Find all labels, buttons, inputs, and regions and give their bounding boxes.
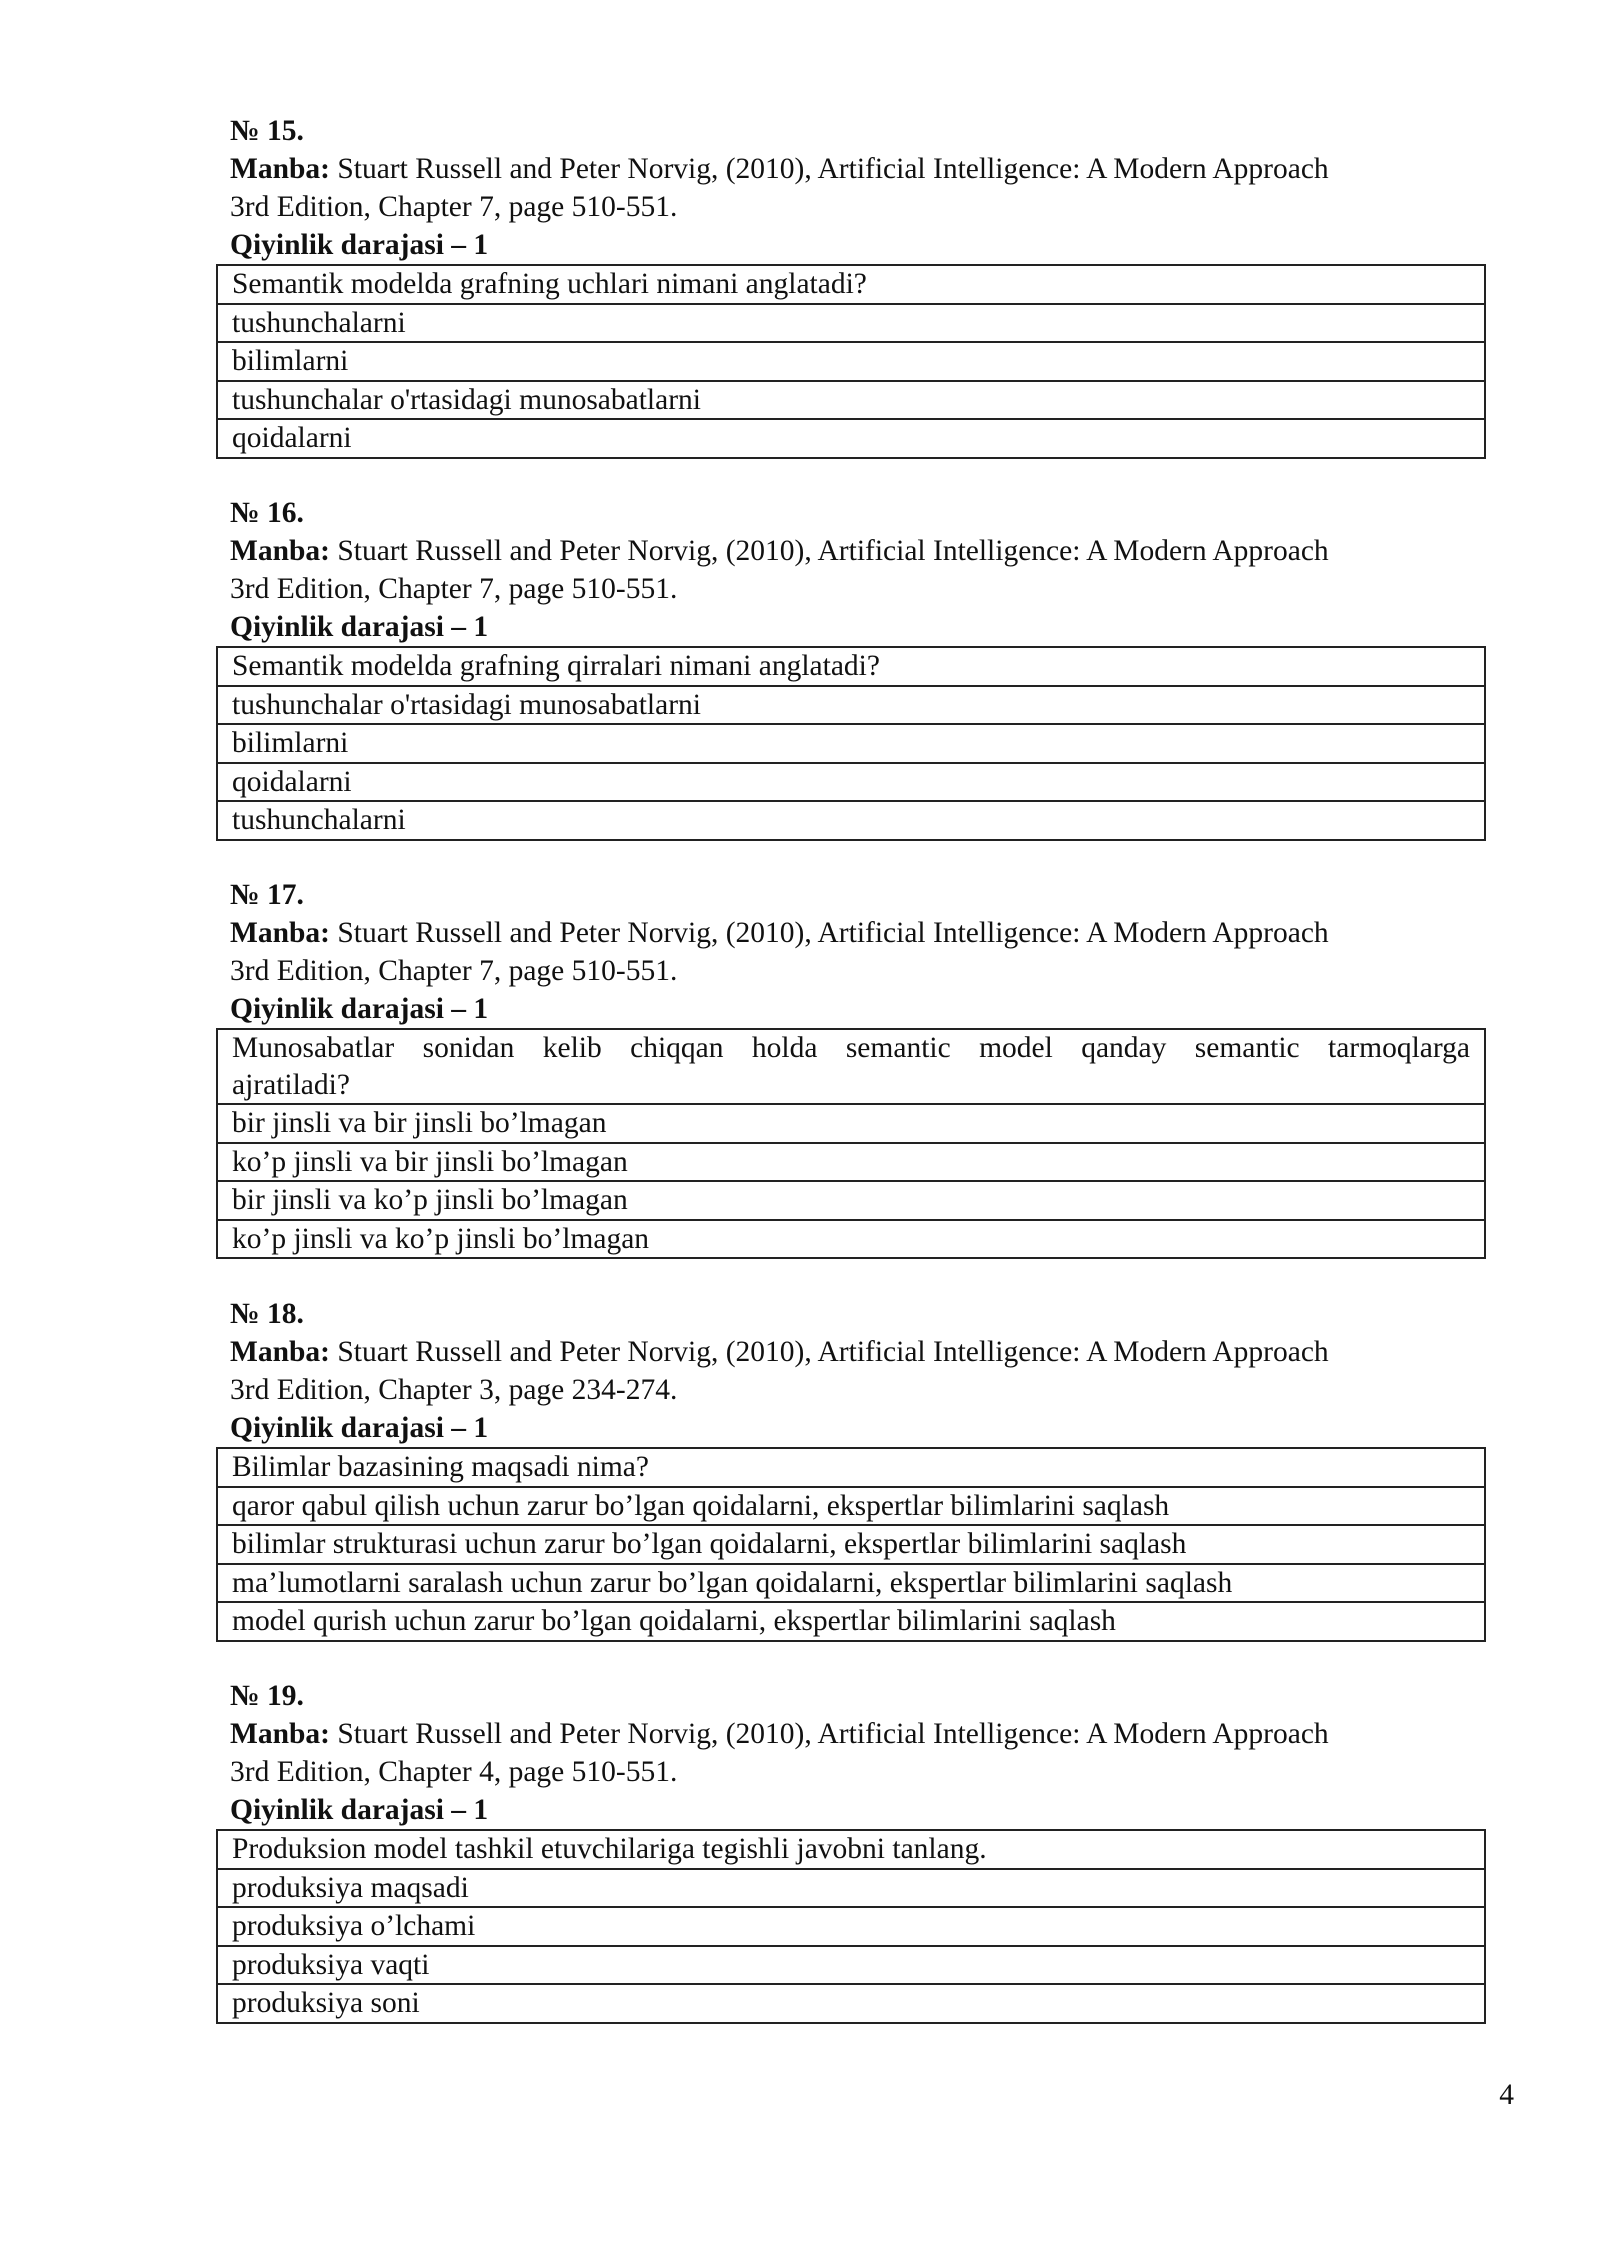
question-number: № 15.: [230, 115, 304, 147]
question-text: Semantik modelda grafning uchlari nimani anglatadi?: [217, 265, 1485, 304]
answer-row: [217, 304, 1485, 343]
answer-row: [217, 342, 1485, 381]
difficulty-level: Qiyinlik darajasi – 1: [230, 1794, 489, 1826]
question-number: № 16.: [230, 497, 304, 529]
question-number: № 18.: [230, 1298, 304, 1330]
source-label: Manba:: [230, 1718, 330, 1750]
source-line-2: 3rd Edition, Chapter 4, page 510-551.: [230, 1756, 678, 1788]
answer-option-2: bilimlarni: [217, 724, 1485, 763]
answer-option-1: produksiya maqsadi: [217, 1869, 1485, 1908]
source-line-1: Stuart Russell and Peter Norvig, (2010), Artificial Intelligence: A Modern Approach: [337, 1718, 1329, 1750]
source-label: Manba:: [230, 1336, 330, 1368]
answer-option-1: bir jinsli va bir jinsli bo’lmagan: [217, 1104, 1485, 1143]
answer-table: [216, 1028, 1486, 1259]
question-block-15: [216, 112, 1486, 459]
answer-option-4: qoidalarni: [217, 419, 1485, 458]
answer-row: [217, 1564, 1485, 1603]
question-source: [216, 1333, 1486, 1371]
answer-row: [217, 1143, 1485, 1182]
question-row: [217, 1830, 1485, 1869]
question-block-19: [216, 1677, 1486, 2024]
answer-row: [217, 686, 1485, 725]
source-label: Manba:: [230, 535, 330, 567]
answer-row: [217, 1104, 1485, 1143]
question-text: Semantik modelda grafning qirralari nimani anglatadi?: [217, 647, 1485, 686]
answer-table: [216, 264, 1486, 459]
question-source: [216, 914, 1486, 952]
answer-row: [217, 1907, 1485, 1946]
answer-option-1: tushunchalarni: [217, 304, 1485, 343]
source-label: Manba:: [230, 917, 330, 949]
answer-row: [217, 1946, 1485, 1985]
answer-row: [217, 381, 1485, 420]
answer-option-3: tushunchalar o'rtasidagi munosabatlarni: [217, 381, 1485, 420]
page-number: 4: [1499, 2079, 1514, 2111]
question-text: Bilimlar bazasining maqsadi nima?: [217, 1448, 1485, 1487]
difficulty-level: Qiyinlik darajasi – 1: [230, 611, 489, 643]
source-line-2: 3rd Edition, Chapter 7, page 510-551.: [230, 573, 678, 605]
source-line-1: Stuart Russell and Peter Norvig, (2010), Artificial Intelligence: A Modern Approach: [337, 917, 1329, 949]
question-block-17: [216, 876, 1486, 1259]
answer-row: [217, 1525, 1485, 1564]
answer-option-2: bilimlar strukturasi uchun zarur bo’lgan qoidalarni, ekspertlar bilimlarini saqlash: [217, 1525, 1485, 1564]
answer-row: [217, 1181, 1485, 1220]
answer-row: [217, 763, 1485, 802]
answer-option-2: bilimlarni: [217, 342, 1485, 381]
difficulty-level: Qiyinlik darajasi – 1: [230, 1412, 489, 1444]
question-text-line-1: Munosabatlar sonidan kelib chiqqan holda semantic model qanday semantic tarmoqlarga: [232, 1032, 1470, 1064]
source-line-1: Stuart Russell and Peter Norvig, (2010), Artificial Intelligence: A Modern Approach: [337, 535, 1329, 567]
answer-row: [217, 1869, 1485, 1908]
source-line-2: 3rd Edition, Chapter 7, page 510-551.: [230, 191, 678, 223]
answer-option-3: produksiya vaqti: [217, 1946, 1485, 1985]
answer-option-3: bir jinsli va ko’p jinsli bo’lmagan: [217, 1181, 1485, 1220]
answer-option-4: ko’p jinsli va ko’p jinsli bo’lmagan: [217, 1220, 1485, 1259]
question-number: № 19.: [230, 1680, 304, 1712]
answer-option-2: ko’p jinsli va bir jinsli bo’lmagan: [217, 1143, 1485, 1182]
question-source: [216, 532, 1486, 570]
question-row: [217, 647, 1485, 686]
answer-table: [216, 1447, 1486, 1642]
question-block-18: [216, 1295, 1486, 1642]
answer-option-2: produksiya o’lchami: [217, 1907, 1485, 1946]
source-line-2: 3rd Edition, Chapter 3, page 234-274.: [230, 1374, 678, 1406]
source-line-2: 3rd Edition, Chapter 7, page 510-551.: [230, 955, 678, 987]
answer-option-3: qoidalarni: [217, 763, 1485, 802]
question-source: [216, 150, 1486, 188]
answer-option-1: qaror qabul qilish uchun zarur bo’lgan qoidalarni, ekspertlar bilimlarini saqlash: [217, 1487, 1485, 1526]
source-line-1: Stuart Russell and Peter Norvig, (2010), Artificial Intelligence: A Modern Approach: [337, 1336, 1329, 1368]
answer-option-1: tushunchalar o'rtasidagi munosabatlarni: [217, 686, 1485, 725]
answer-row: [217, 1220, 1485, 1259]
question-row: [217, 265, 1485, 304]
question-text-line-2: ajratiladi?: [232, 1068, 350, 1101]
question-text: Produksion model tashkil etuvchilariga tegishli javobni tanlang.: [217, 1830, 1485, 1869]
answer-table: [216, 646, 1486, 841]
answer-row: [217, 801, 1485, 840]
answer-option-3: ma’lumotlarni saralash uchun zarur bo’lgan qoidalarni, ekspertlar bilimlarini saqlash: [217, 1564, 1485, 1603]
source-label: Manba:: [230, 153, 330, 185]
question-row: [217, 1448, 1485, 1487]
question-row: [217, 1029, 1485, 1104]
answer-option-4: tushunchalarni: [217, 801, 1485, 840]
question-block-16: [216, 494, 1486, 841]
answer-row: [217, 1984, 1485, 2023]
source-line-1: Stuart Russell and Peter Norvig, (2010), Artificial Intelligence: A Modern Approach: [337, 153, 1329, 185]
answer-row: [217, 1602, 1485, 1641]
answer-row: [217, 724, 1485, 763]
answer-row: [217, 1487, 1485, 1526]
difficulty-level: Qiyinlik darajasi – 1: [230, 993, 489, 1025]
question-number: № 17.: [230, 879, 304, 911]
answer-table: [216, 1829, 1486, 2024]
answer-option-4: produksiya soni: [217, 1984, 1485, 2023]
question-source: [216, 1715, 1486, 1753]
answer-option-4: model qurish uchun zarur bo’lgan qoidalarni, ekspertlar bilimlarini saqlash: [217, 1602, 1485, 1641]
question-text: [217, 1029, 1485, 1104]
answer-row: [217, 419, 1485, 458]
difficulty-level: Qiyinlik darajasi – 1: [230, 229, 489, 261]
